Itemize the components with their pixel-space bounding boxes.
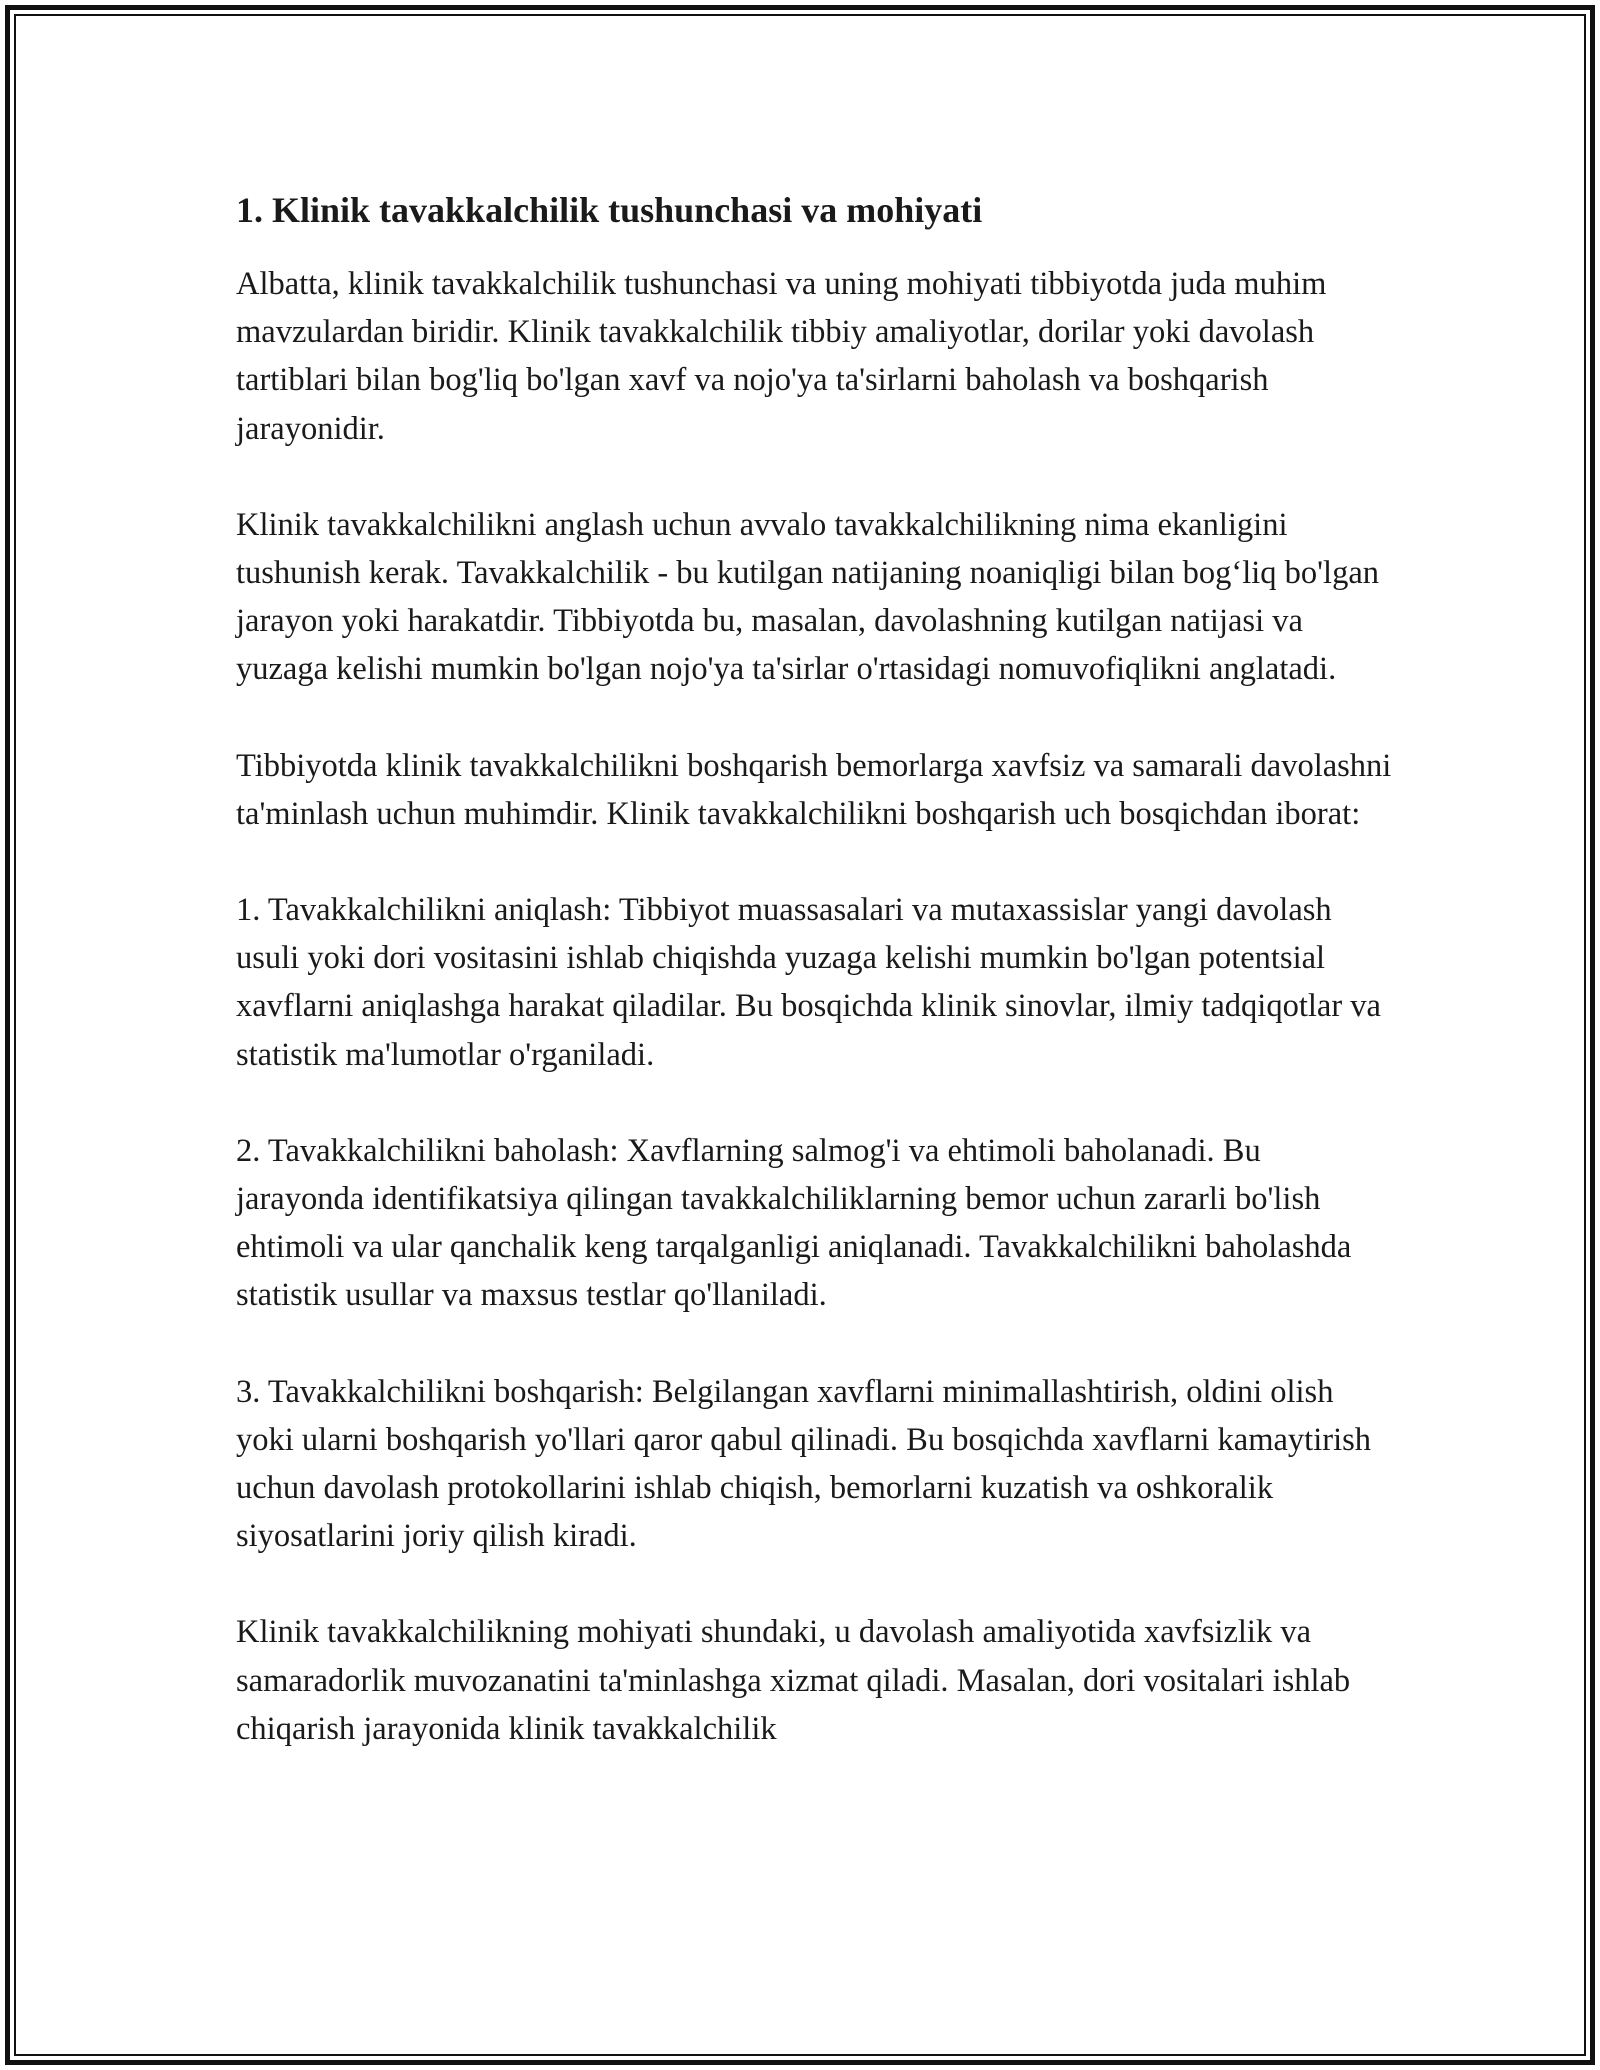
paragraph-step-1: 1. Tavakkalchilikni aniqlash: Tibbiyot muassasalari va mutaxassislar yangi davolash usuli yoki dori vositasini ishlab chiqishda yuzaga kelishi mumkin bo'lgan potentsial xavflarni aniqlashga harakat qiladilar. Bu bosqichda klinik sinovlar, ilmiy tadqiqotlar va statistik ma'lumotlar o'rganiladi. [236, 892, 1381, 1073]
paragraph-definition: Klinik tavakkalchilikni anglash uchun avvalo tavakkalchilikning nima ekanligini tushunish kerak. Tavakkalchilik - bu kutilgan natijaning noaniqligi bilan bog‘liq bo'lgan jarayon yoki harakatdir. Tibbiyotda bu, masalan, davolashning kutilgan natijasi va yuzaga kelishi mumkin bo'lgan nojo'ya ta'sirlar o'rtasidagi nomuvofiqlikni anglatadi. [236, 506, 1379, 688]
section-heading: 1. Klinik tavakkalchilik tushunchasi va mohiyati [236, 190, 983, 230]
document-body [236, 186, 1396, 1801]
paragraph-essence: Klinik tavakkalchilikning mohiyati shundaki, u davolash amaliyotida xavfsizlik va samaradorlik muvozanatini ta'minlashga xizmat qiladi. Masalan, dori vositalari ishlab chiqarish jarayonida klinik tavakkalchilik [236, 1614, 1351, 1747]
paragraph-step-2: 2. Tavakkalchilikni baholash: Xavflarning salmog'i va ehtimoli baholanadi. Bu jarayonda identifikatsiya qilingan tavakkalchiliklarning bemor uchun zararli bo'lish ehtimoli va ular qanchalik keng tarqalganligi aniqlanadi. Tavakkalchilikni baholashda statistik usullar va maxsus testlar qo'llaniladi. [236, 1132, 1352, 1314]
paragraph-intro: Albatta, klinik tavakkalchilik tushunchasi va uning mohiyati tibbiyotda juda muhim mavzulardan biridir. Klinik tavakkalchilik tibbiy amaliyotlar, dorilar yoki davolash tartiblari bilan bog'liq bo'lgan xavf va nojo'ya ta'sirlarni baholash va boshqarish jarayonidir. [236, 266, 1327, 447]
paragraph-management: Tibbiyotda klinik tavakkalchilikni boshqarish bemorlarga xavfsiz va samarali davolashni ta'minlash uchun muhimdir. Klinik tavakkalchilikni boshqarish uch bosqichdan iborat: [236, 747, 1392, 832]
paragraph-step-3: 3. Tavakkalchilikni boshqarish: Belgilangan xavflarni minimallashtirish, oldini olish yoki ularni boshqarish yo'llari qaror qabul qilinadi. Bu bosqichda xavflarni kamaytirish uchun davolash protokollarini ishlab chiqish, bemorlarni kuzatish va oshkoralik siyosatlarini joriy qilish kiradi. [236, 1373, 1371, 1555]
